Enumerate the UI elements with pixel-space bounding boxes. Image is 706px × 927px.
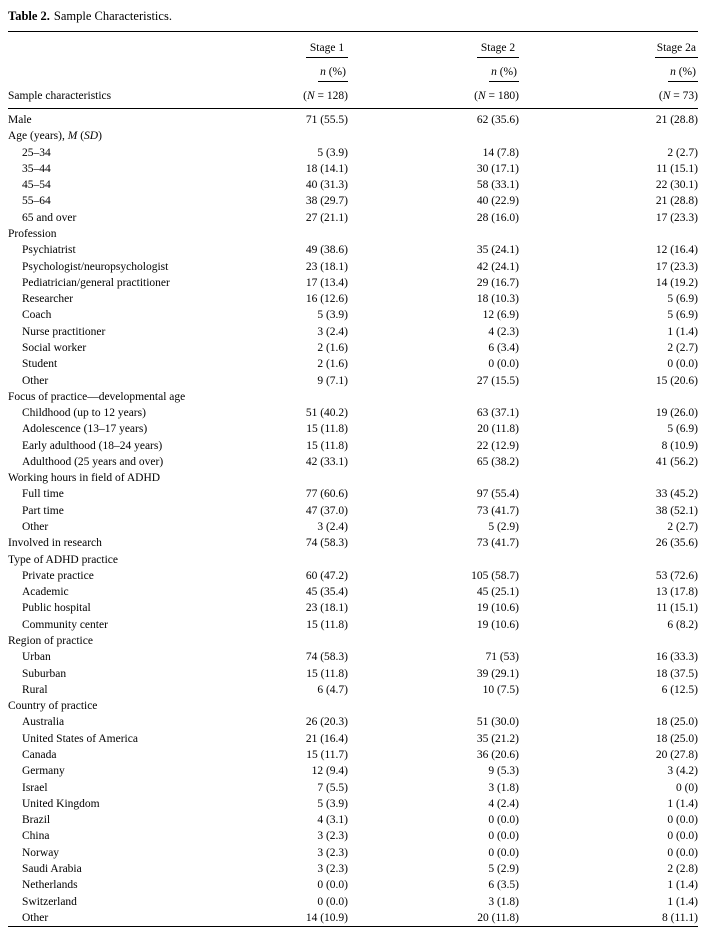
stage2a-header-cell — [519, 32, 698, 59]
section-row — [8, 389, 698, 405]
row-value: 40 (31.3) — [305, 179, 348, 192]
row-value: 3 (2.3) — [317, 862, 348, 875]
row-value: 36 (20.6) — [476, 748, 519, 761]
table-row — [8, 161, 698, 177]
column-sub-stage2a: n (%) — [668, 65, 698, 82]
table-row — [8, 845, 698, 861]
row-label: Rural — [22, 683, 48, 696]
row-value: 6 (3.4) — [488, 341, 519, 354]
row-value: 15 (11.8) — [306, 423, 348, 436]
row-value: 3 (2.4) — [317, 325, 348, 338]
section-label: Working hours in field of ADHD — [8, 472, 161, 485]
row-value: 1 (1.4) — [667, 879, 698, 892]
table-row — [8, 714, 698, 730]
row-value: 21 (28.8) — [655, 114, 698, 126]
sample-size-stage1: (N = 128) — [223, 82, 348, 109]
row-value: 19 (26.0) — [655, 407, 698, 420]
table-caption — [8, 9, 698, 24]
table-row — [8, 894, 698, 910]
row-label: China — [22, 830, 50, 843]
row-value: 65 (38.2) — [476, 455, 519, 468]
row-value: 97 (55.4) — [476, 488, 519, 501]
row-value: 6 (4.7) — [317, 683, 348, 696]
row-label: Involved in research — [8, 537, 102, 550]
row-value: 1 (1.4) — [667, 895, 698, 908]
section-label: Profession — [8, 227, 57, 240]
row-label: Brazil — [22, 814, 51, 827]
row-label: Public hospital — [22, 602, 91, 615]
n-percent-spacer — [8, 58, 223, 82]
table-row — [8, 486, 698, 502]
row-value: 21 (16.4) — [305, 732, 348, 745]
table-row — [8, 340, 698, 356]
row-value: 2 (2.7) — [667, 146, 698, 159]
table-row — [8, 682, 698, 698]
table-row — [8, 812, 698, 828]
row-value: 5 (6.9) — [667, 423, 698, 436]
row-value: 35 (21.2) — [476, 732, 519, 745]
row-value: 0 (0.0) — [667, 358, 698, 371]
row-value: 60 (47.2) — [305, 569, 348, 582]
row-value: 17 (23.3) — [655, 211, 698, 224]
row-value: 15 (11.8) — [306, 667, 348, 680]
row-label: Norway — [22, 846, 60, 859]
row-value: 4 (2.4) — [488, 797, 519, 810]
row-value: 0 (0.0) — [488, 846, 519, 859]
column-group-stage2: Stage 2 — [477, 41, 519, 58]
row-label: Netherlands — [22, 879, 78, 892]
section-row — [8, 128, 698, 144]
row-value: 77 (60.6) — [305, 488, 348, 501]
row-value: 12 (16.4) — [655, 244, 698, 257]
stage1-header-cell — [223, 32, 348, 59]
row-label: Canada — [22, 748, 57, 761]
section-row — [8, 633, 698, 649]
table-row — [8, 666, 698, 682]
row-label: Israel — [22, 781, 48, 794]
row-value: 18 (14.1) — [305, 162, 348, 175]
row-value: 1 (1.4) — [667, 797, 698, 810]
table-row — [8, 910, 698, 927]
row-value: 14 (10.9) — [305, 911, 348, 924]
row-label: Adulthood (25 years and over) — [22, 455, 164, 468]
row-value: 15 (11.8) — [306, 439, 348, 452]
section-label: Type of ADHD practice — [8, 553, 119, 566]
table-caption-label: Table 2. — [8, 9, 50, 23]
row-value: 3 (1.8) — [488, 895, 519, 908]
row-value: 5 (3.9) — [317, 309, 348, 322]
row-value — [223, 698, 348, 714]
row-label: Saudi Arabia — [22, 862, 82, 875]
row-value: 15 (11.8) — [306, 618, 348, 631]
row-value: 7 (5.5) — [317, 781, 348, 794]
stage-header-row — [8, 32, 698, 59]
row-value: 0 (0.0) — [667, 814, 698, 827]
row-value: 16 (12.6) — [305, 293, 348, 306]
table-row — [8, 421, 698, 437]
row-value: 2 (1.6) — [317, 341, 348, 354]
row-value: 49 (38.6) — [305, 244, 348, 257]
row-value: 73 (41.7) — [476, 504, 519, 517]
row-value: 12 (9.4) — [311, 765, 348, 778]
section-row — [8, 552, 698, 568]
row-label: 45–54 — [22, 179, 51, 192]
table-row — [8, 145, 698, 161]
table-row — [8, 796, 698, 812]
table-row — [8, 177, 698, 193]
row-value: 47 (37.0) — [305, 504, 348, 517]
row-value: 4 (2.3) — [488, 325, 519, 338]
table-row — [8, 438, 698, 454]
row-value: 18 (25.0) — [655, 716, 698, 729]
row-value: 11 (15.1) — [656, 602, 698, 615]
table-row — [8, 780, 698, 796]
row-value — [348, 470, 519, 486]
row-value: 2 (2.7) — [667, 521, 698, 534]
table-row — [8, 568, 698, 584]
row-label: United States of America — [22, 732, 138, 745]
table-body — [8, 109, 698, 927]
row-value: 53 (72.6) — [655, 569, 698, 582]
row-value: 23 (18.1) — [305, 260, 348, 273]
row-label: Full time — [22, 488, 64, 501]
stage-header-spacer — [8, 32, 223, 59]
table-row — [8, 877, 698, 893]
row-value: 5 (6.9) — [667, 293, 698, 306]
row-label: Male — [8, 114, 32, 126]
row-value: 20 (27.8) — [655, 748, 698, 761]
row-value: 27 (21.1) — [305, 211, 348, 224]
table-row — [8, 356, 698, 372]
table-row — [8, 324, 698, 340]
row-value: 6 (12.5) — [661, 683, 698, 696]
row-value: 45 (25.1) — [476, 586, 519, 599]
table-row — [8, 109, 698, 129]
row-value — [519, 226, 698, 242]
table-row — [8, 307, 698, 323]
row-label: Early adulthood (18–24 years) — [22, 439, 163, 452]
section-row — [8, 698, 698, 714]
row-value: 35 (24.1) — [476, 244, 519, 257]
row-value: 10 (7.5) — [482, 683, 519, 696]
row-value: 3 (4.2) — [667, 765, 698, 778]
row-value: 4 (3.1) — [317, 814, 348, 827]
table-row — [8, 584, 698, 600]
section-label: Age (years), M (SD) — [8, 130, 102, 143]
row-label: Psychologist/neuropsychologist — [22, 260, 169, 273]
column-group-stage2a: Stage 2a — [655, 41, 698, 58]
row-label: Switzerland — [22, 895, 77, 908]
table-row — [8, 731, 698, 747]
row-value: 71 (53) — [485, 651, 519, 664]
table-row — [8, 259, 698, 275]
row-value: 13 (17.8) — [655, 586, 698, 599]
row-value: 0 (0.0) — [488, 830, 519, 843]
row-value: 1 (1.4) — [667, 325, 698, 338]
row-value: 16 (33.3) — [655, 651, 698, 664]
row-value: 15 (11.7) — [306, 748, 348, 761]
row-value: 0 (0.0) — [317, 895, 348, 908]
row-value — [223, 128, 348, 144]
stage2-subheader-cell — [348, 58, 519, 82]
stage1-subheader-cell — [223, 58, 348, 82]
row-value: 27 (15.5) — [476, 374, 519, 387]
row-value: 0 (0.0) — [488, 358, 519, 371]
row-label: Other — [22, 374, 49, 387]
row-value: 5 (3.9) — [317, 146, 348, 159]
row-label: Germany — [22, 765, 65, 778]
row-value: 5 (2.9) — [488, 862, 519, 875]
row-value: 0 (0.0) — [317, 879, 348, 892]
row-label: Urban — [22, 651, 51, 664]
row-value: 18 (25.0) — [655, 732, 698, 745]
row-value: 14 (19.2) — [655, 276, 698, 289]
row-label: Social worker — [22, 341, 87, 354]
row-value: 2 (2.8) — [667, 862, 698, 875]
row-value — [223, 226, 348, 242]
section-label: Country of practice — [8, 700, 98, 713]
row-value: 30 (17.1) — [476, 162, 519, 175]
table-row — [8, 828, 698, 844]
row-value — [223, 389, 348, 405]
table-row — [8, 193, 698, 209]
table-row — [8, 503, 698, 519]
table-row — [8, 405, 698, 421]
row-value — [519, 698, 698, 714]
row-value: 58 (33.1) — [476, 179, 519, 192]
row-value: 8 (10.9) — [661, 439, 698, 452]
row-label: Pediatrician/general practitioner — [22, 276, 170, 289]
row-label: 25–34 — [22, 146, 51, 159]
sample-size-row — [8, 82, 698, 109]
row-value: 51 (30.0) — [476, 716, 519, 729]
row-value: 22 (12.9) — [476, 439, 519, 452]
row-value: 21 (28.8) — [655, 195, 698, 208]
table-row — [8, 861, 698, 877]
stub-header: Sample characteristics — [8, 82, 223, 109]
table-row — [8, 275, 698, 291]
row-value: 8 (11.1) — [662, 911, 698, 924]
section-label: Region of practice — [8, 635, 93, 647]
row-value: 15 (20.6) — [655, 374, 698, 387]
row-value: 29 (16.7) — [476, 276, 519, 289]
table-row — [8, 210, 698, 226]
sample-size-stage2: (N = 180) — [348, 82, 519, 109]
stage2-header-cell — [348, 32, 519, 59]
row-value: 11 (15.1) — [656, 162, 698, 175]
table-row — [8, 747, 698, 763]
column-group-stage1: Stage 1 — [306, 41, 348, 58]
row-value: 63 (37.1) — [476, 407, 519, 420]
row-value: 41 (56.2) — [655, 455, 698, 468]
row-label: Other — [22, 521, 49, 534]
row-value: 0 (0.0) — [667, 846, 698, 859]
table-row — [8, 454, 698, 470]
row-value: 105 (58.7) — [471, 569, 519, 582]
row-label: Student — [22, 358, 58, 371]
row-value: 20 (11.8) — [477, 423, 519, 436]
row-value: 62 (35.6) — [476, 114, 519, 126]
row-value — [348, 389, 519, 405]
row-value: 51 (40.2) — [305, 407, 348, 420]
row-value: 42 (24.1) — [476, 260, 519, 273]
sample-size-stage2a: (N = 73) — [519, 82, 698, 109]
row-value: 3 (1.8) — [488, 781, 519, 794]
table-row — [8, 373, 698, 389]
row-value: 2 (2.7) — [667, 341, 698, 354]
row-value — [348, 698, 519, 714]
table-caption-title: Sample Characteristics. — [53, 9, 172, 23]
row-value: 19 (10.6) — [476, 602, 519, 615]
row-value — [519, 552, 698, 568]
row-value: 38 (29.7) — [305, 195, 348, 208]
row-label: Coach — [22, 309, 52, 322]
table-row — [8, 519, 698, 535]
row-value — [519, 470, 698, 486]
row-value: 18 (37.5) — [655, 667, 698, 680]
row-label: Other — [22, 911, 49, 924]
row-value: 19 (10.6) — [476, 618, 519, 631]
row-value: 74 (58.3) — [305, 651, 348, 664]
row-value: 6 (3.5) — [488, 879, 519, 892]
row-value — [348, 128, 519, 144]
row-value — [519, 633, 698, 649]
row-value — [519, 128, 698, 144]
row-value: 40 (22.9) — [476, 195, 519, 208]
row-value: 12 (6.9) — [482, 309, 519, 322]
row-label: Psychiatrist — [22, 244, 76, 257]
n-percent-header-row — [8, 58, 698, 82]
row-value: 3 (2.3) — [317, 830, 348, 843]
row-value — [348, 226, 519, 242]
row-value: 3 (2.4) — [317, 521, 348, 534]
row-label: Childhood (up to 12 years) — [22, 407, 146, 420]
table-row — [8, 291, 698, 307]
row-value — [348, 633, 519, 649]
section-row — [8, 470, 698, 486]
row-value: 26 (20.3) — [305, 716, 348, 729]
row-value: 18 (10.3) — [476, 293, 519, 306]
column-sub-stage1: n (%) — [318, 65, 348, 82]
row-label: Academic — [22, 586, 69, 599]
row-value: 2 (1.6) — [317, 358, 348, 371]
row-value: 26 (35.6) — [655, 537, 698, 550]
row-value: 5 (2.9) — [488, 521, 519, 534]
row-value: 28 (16.0) — [476, 211, 519, 224]
table-row — [8, 242, 698, 258]
table-row — [8, 617, 698, 633]
row-value: 9 (5.3) — [488, 765, 519, 778]
row-value: 45 (35.4) — [305, 586, 348, 599]
row-value: 20 (11.8) — [477, 911, 519, 924]
row-label: Australia — [22, 716, 65, 729]
row-value: 22 (30.1) — [655, 179, 698, 192]
row-value: 39 (29.1) — [476, 667, 519, 680]
row-value: 23 (18.1) — [305, 602, 348, 615]
row-value: 3 (2.3) — [317, 846, 348, 859]
section-label: Focus of practice—developmental age — [8, 390, 186, 403]
row-value: 14 (7.8) — [482, 146, 519, 159]
row-value: 38 (52.1) — [655, 504, 698, 517]
row-value: 0 (0.0) — [667, 830, 698, 843]
row-label: Researcher — [22, 293, 74, 306]
row-value: 0 (0) — [675, 781, 698, 794]
stage2a-subheader-cell — [519, 58, 698, 82]
row-value — [223, 552, 348, 568]
row-value: 5 (6.9) — [667, 309, 698, 322]
row-value — [519, 389, 698, 405]
section-row — [8, 226, 698, 242]
table-row — [8, 535, 698, 551]
row-value — [223, 633, 348, 649]
column-sub-stage2: n (%) — [489, 65, 519, 82]
table-row — [8, 649, 698, 665]
table-row — [8, 600, 698, 616]
row-value — [223, 470, 348, 486]
row-label: United Kingdom — [22, 797, 100, 810]
row-value: 42 (33.1) — [305, 455, 348, 468]
row-label: 55–64 — [22, 195, 51, 208]
row-value: 33 (45.2) — [655, 488, 698, 501]
row-value: 9 (7.1) — [317, 374, 348, 387]
row-label: Nurse practitioner — [22, 325, 106, 338]
row-label: 35–44 — [22, 162, 51, 175]
row-label: Part time — [22, 504, 64, 517]
sample-characteristics-table — [8, 31, 698, 927]
row-value: 17 (23.3) — [655, 260, 698, 273]
row-value: 73 (41.7) — [476, 537, 519, 550]
row-value: 0 (0.0) — [488, 814, 519, 827]
row-value: 17 (13.4) — [305, 276, 348, 289]
row-value: 74 (58.3) — [305, 537, 348, 550]
row-label: Community center — [22, 618, 108, 631]
table-row — [8, 763, 698, 779]
row-label: Adolescence (13–17 years) — [22, 423, 148, 436]
row-value: 6 (8.2) — [667, 618, 698, 631]
row-label: 65 and over — [22, 211, 77, 224]
row-value: 71 (55.5) — [305, 114, 348, 126]
row-label: Private practice — [22, 569, 94, 582]
row-label: Suburban — [22, 667, 67, 680]
row-value — [348, 552, 519, 568]
row-value: 5 (3.9) — [317, 797, 348, 810]
